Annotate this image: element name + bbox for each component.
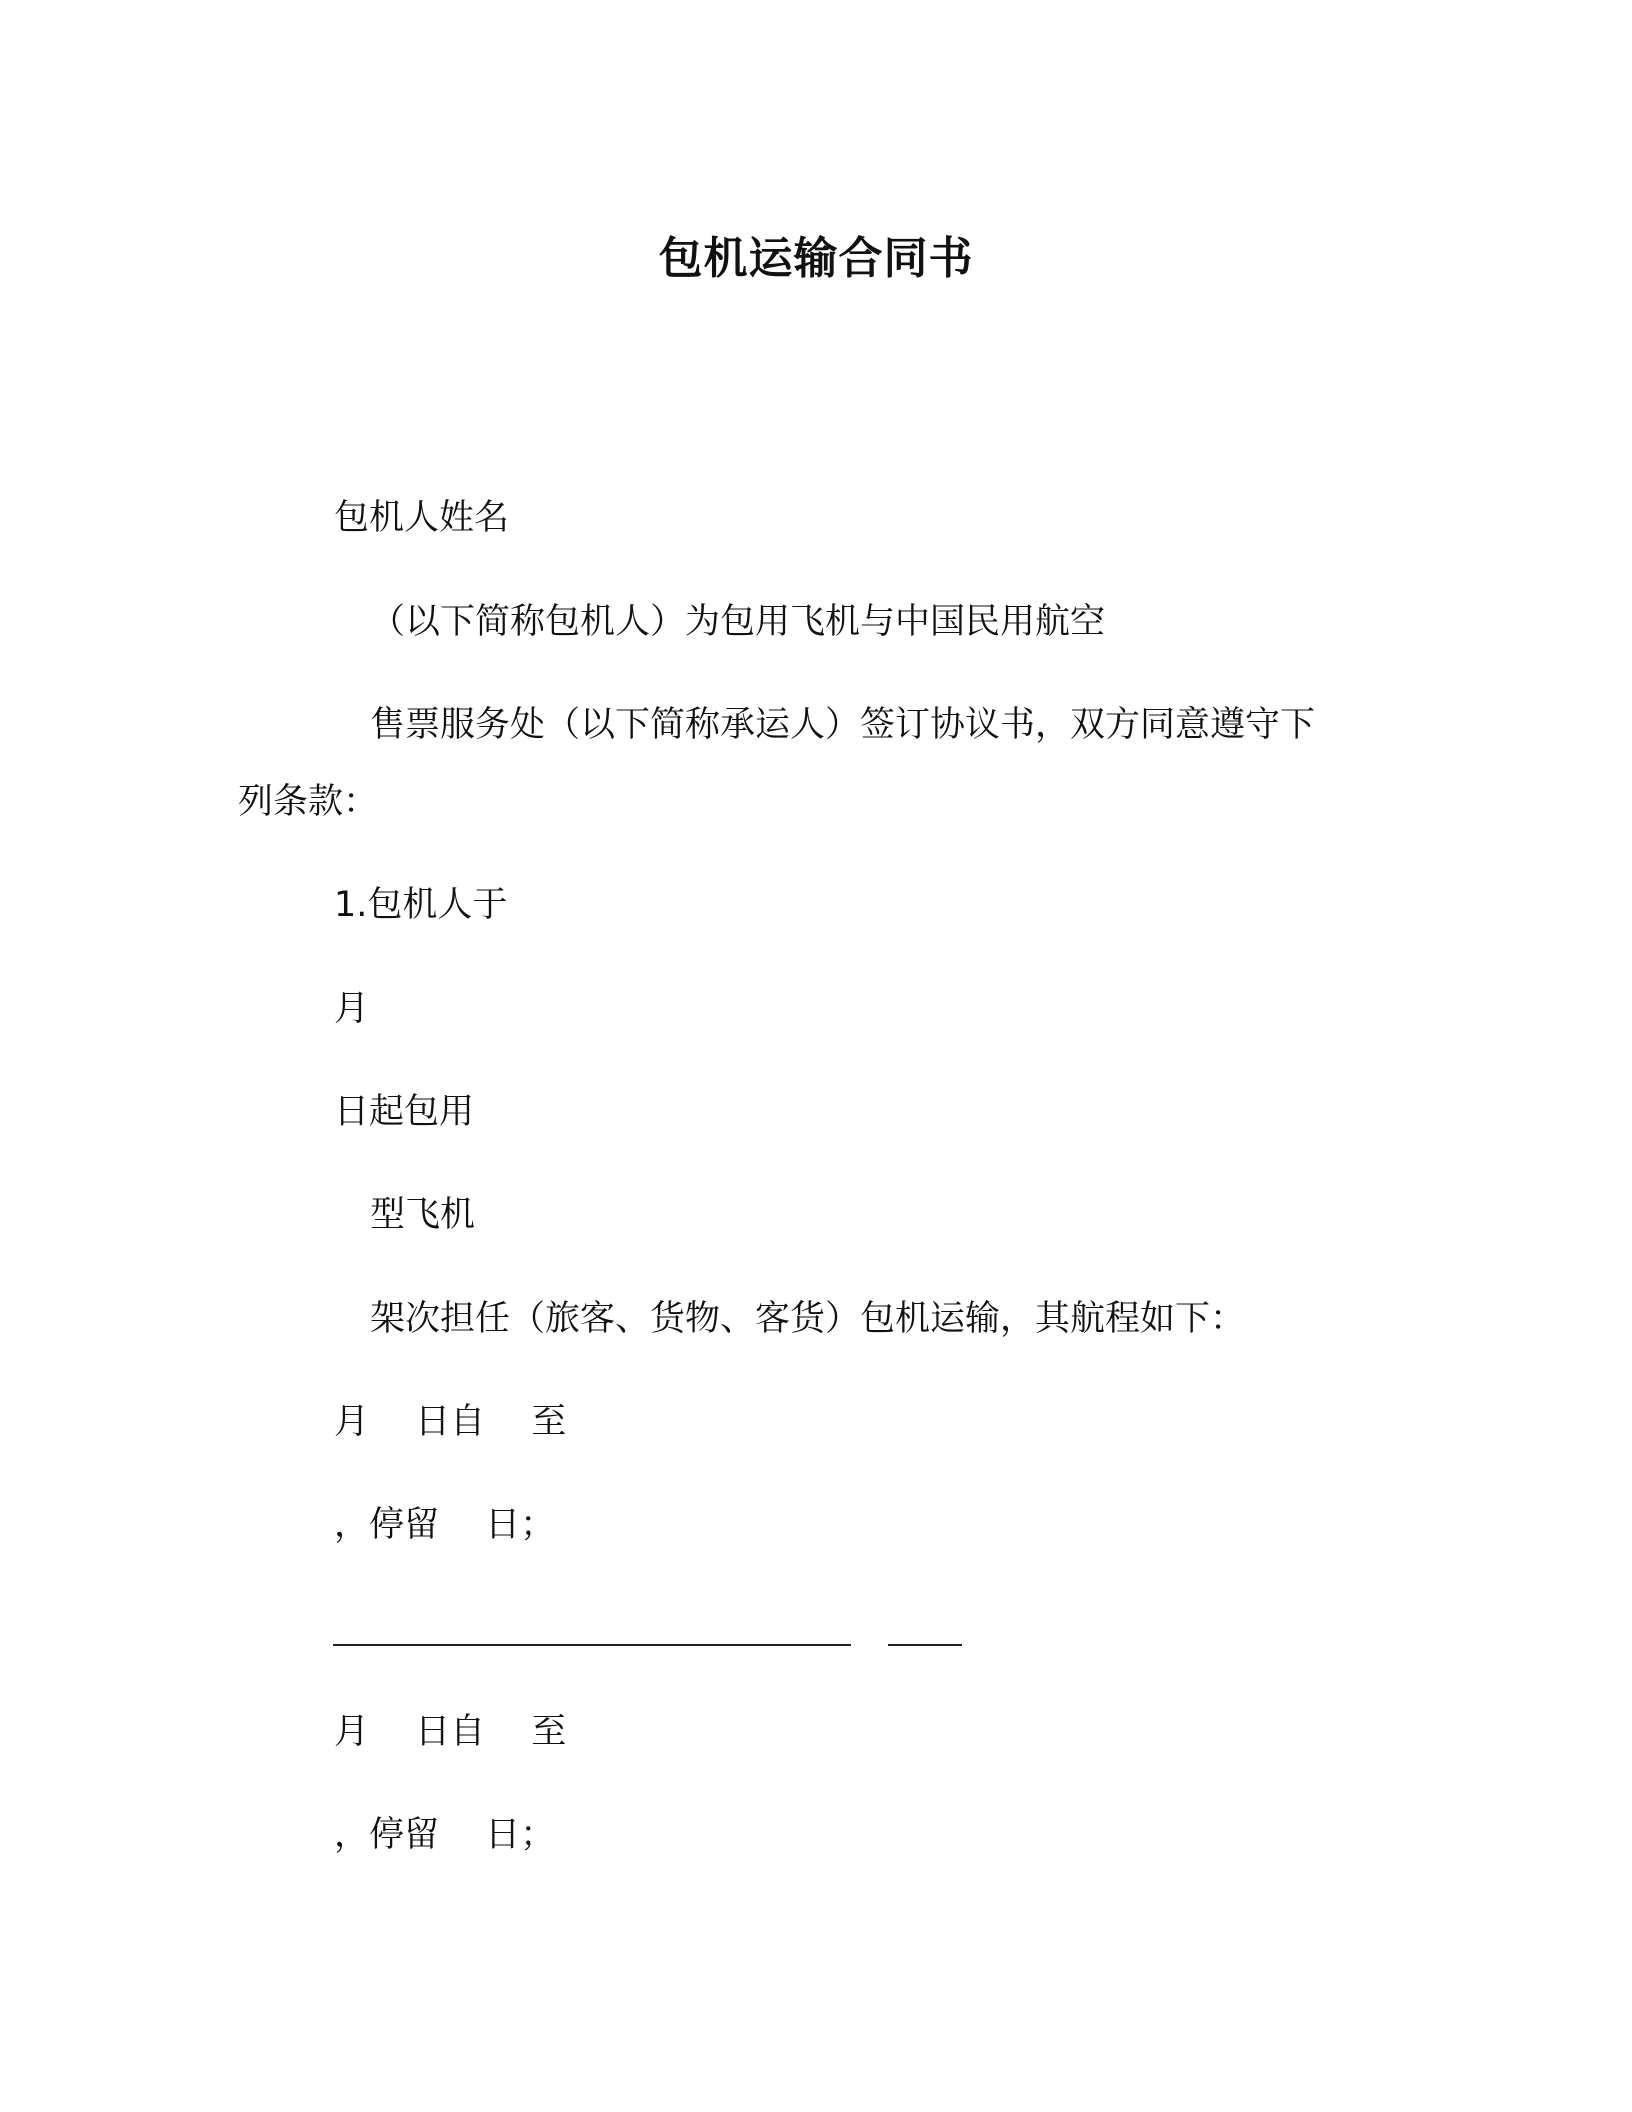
leg-2-stay: ，停留 日； [334, 1815, 556, 1855]
leg-2-date-route: 月 日自 至 [334, 1712, 567, 1752]
leg-1-date-route: 月 日自 至 [334, 1402, 567, 1442]
clause-1-sorties: 架次担任（旅客、货物、客货）包机运输，其航程如下： [370, 1299, 1246, 1339]
clause-1-start: 1.包机人于 [334, 885, 508, 925]
intro-line-2: 售票服务处（以下简称承运人）签订协议书，双方同意遵守下 [370, 705, 1316, 745]
intro-line-2-continued: 列条款： [238, 782, 379, 822]
blank-rule-long [333, 1644, 851, 1646]
intro-line-1: （以下简称包机人）为包用飞机与中国民用航空 [370, 602, 1106, 642]
document-title: 包机运输合同书 [658, 233, 974, 284]
clause-1-day: 日起包用 [334, 1092, 475, 1132]
charterer-name-line: 包机人姓名 [334, 498, 510, 538]
clause-1-aircraft-type: 型飞机 [370, 1195, 476, 1235]
blank-rule-short [888, 1644, 962, 1646]
clause-1-month: 月 [334, 989, 370, 1029]
leg-1-stay: ，停留 日； [334, 1505, 556, 1545]
